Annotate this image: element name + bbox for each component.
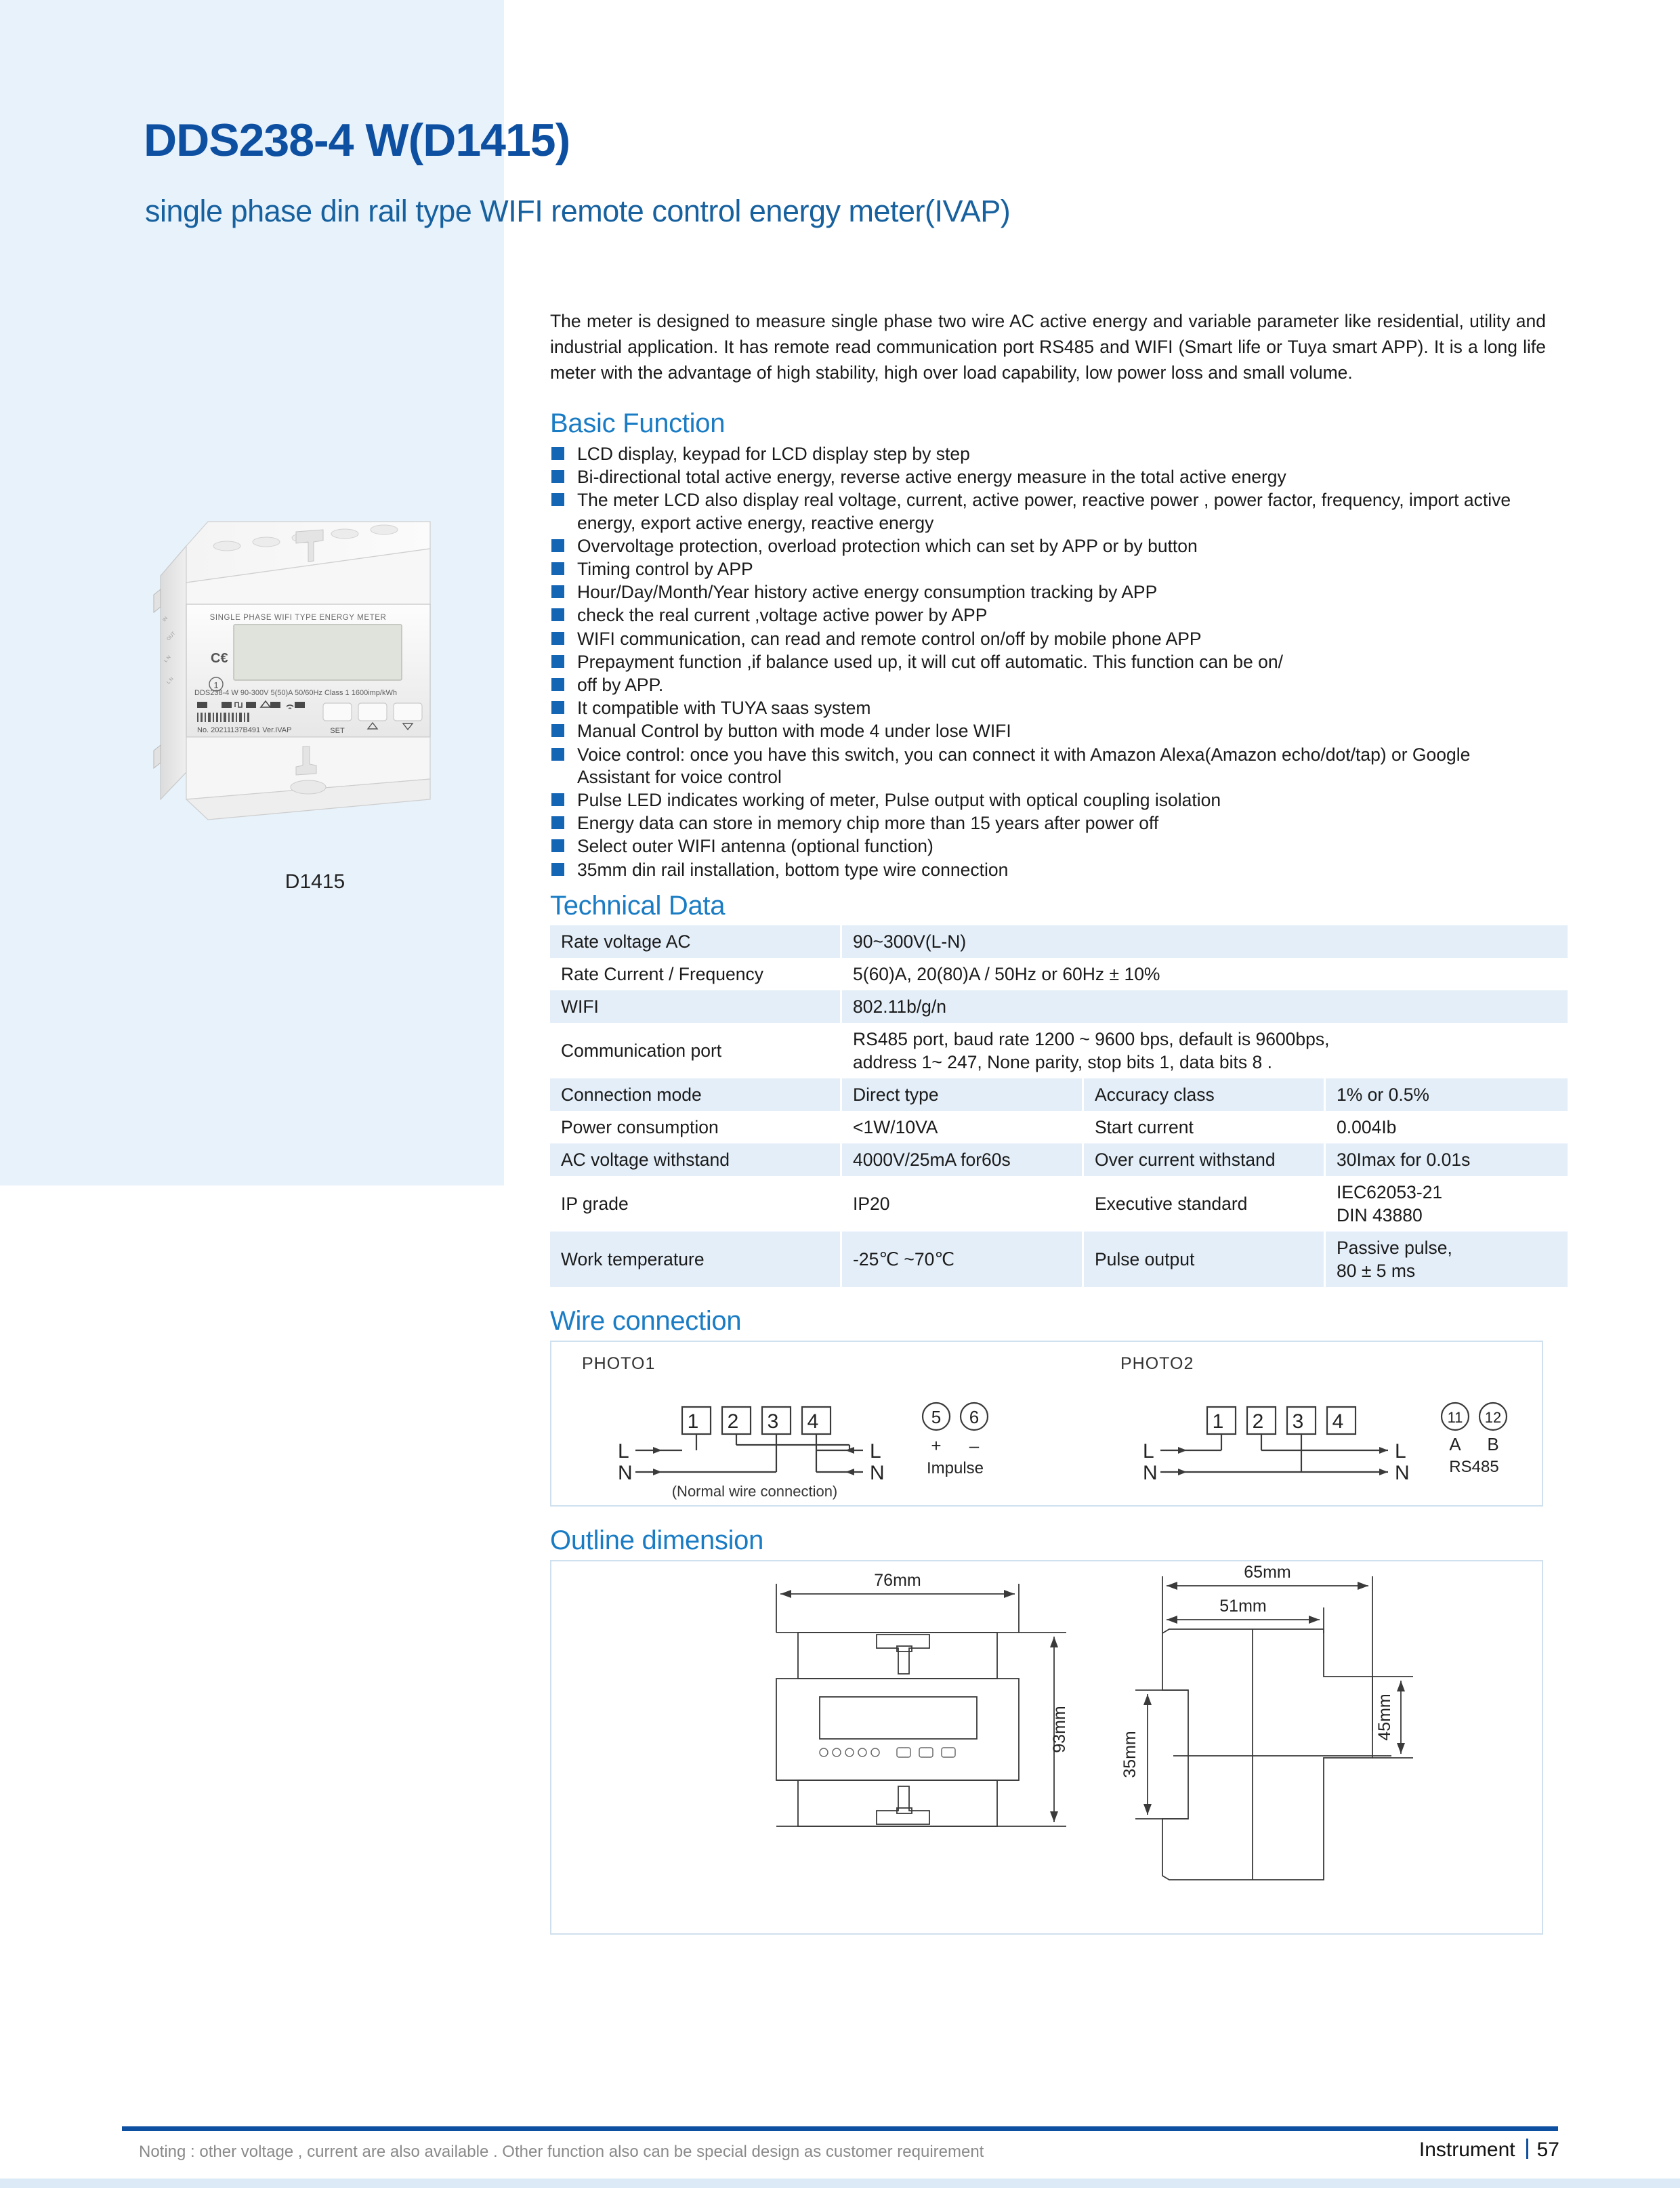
bullet-square-icon — [551, 748, 564, 761]
feature-item — [550, 651, 1546, 673]
feature-label: 35mm din rail installation, bottom type wire connection — [577, 859, 1009, 880]
bullet-square-icon — [551, 839, 564, 852]
table-cell: AC voltage withstand — [550, 1143, 842, 1176]
front-width-label: 76mm — [874, 1570, 921, 1590]
feature-label: Energy data can store in memory chip more than 15 years after power off — [577, 813, 1159, 834]
bullet-square-icon — [551, 447, 564, 460]
svg-text:3: 3 — [767, 1410, 779, 1433]
footer-divider — [122, 2126, 1558, 2131]
table-row — [550, 1078, 1568, 1111]
product-caption: D1415 — [285, 870, 345, 893]
svg-text:OUT: OUT — [166, 631, 177, 642]
table-cell: IEC62053-21 DIN 43880 — [1326, 1176, 1568, 1232]
section-heading-outline-dimension: Outline dimension — [550, 1525, 764, 1555]
basic-function-list — [550, 443, 1546, 881]
table-cell: Accuracy class — [1084, 1078, 1326, 1111]
ce-mark-icon: C€ — [211, 651, 228, 666]
feature-item — [550, 697, 1546, 719]
svg-text:12: 12 — [1484, 1408, 1502, 1426]
section-heading-basic-function: Basic Function — [550, 408, 726, 438]
photo1-caption: (Normal wire connection) — [671, 1482, 838, 1500]
side-left-height-label: 35mm — [1120, 1731, 1139, 1778]
feature-item — [550, 859, 1546, 881]
svg-text:L N: L N — [166, 676, 175, 686]
svg-text:1: 1 — [687, 1410, 699, 1433]
footer-page-number: 57 — [1536, 2139, 1559, 2161]
feature-label: off by APP. — [577, 675, 664, 696]
feature-label: The meter LCD also display real voltage, current, active power, reactive power , power factor, frequency, import active energy, export active energy, reactive energy — [577, 490, 1511, 533]
footer-brand: Instrument — [1419, 2139, 1515, 2161]
feature-item — [550, 628, 1546, 650]
table-cell: Over current withstand — [1084, 1143, 1326, 1176]
bullet-square-icon — [551, 655, 564, 668]
svg-text:3: 3 — [1292, 1410, 1304, 1433]
side-right-height-label: 45mm — [1375, 1693, 1394, 1741]
table-cell: IP grade — [550, 1176, 842, 1232]
feature-item — [550, 835, 1546, 858]
bullet-square-icon — [551, 585, 564, 598]
meter-top-label: SINGLE PHASE WIFI TYPE ENERGY METER — [209, 614, 387, 622]
svg-text:N: N — [870, 1461, 885, 1484]
photo1-circuit — [635, 1407, 863, 1472]
feature-label: WIFI communication, can read and remote control on/off by mobile phone APP — [577, 628, 1202, 649]
table-cell: Power consumption — [550, 1111, 842, 1143]
feature-item — [550, 581, 1546, 604]
bullet-square-icon — [551, 470, 564, 483]
bullet-square-icon — [551, 863, 564, 876]
svg-text:N: N — [1395, 1461, 1410, 1484]
feature-label: Hour/Day/Month/Year history active energy consumption tracking by APP — [577, 582, 1158, 603]
table-cell: Rate voltage AC — [550, 925, 842, 958]
svg-text:2: 2 — [1252, 1410, 1264, 1433]
svg-text:L: L — [1395, 1439, 1406, 1463]
feature-item — [550, 604, 1546, 627]
section-heading-wire-connection: Wire connection — [550, 1305, 742, 1336]
table-cell: Work temperature — [550, 1232, 842, 1287]
side-width-label: 65mm — [1244, 1562, 1291, 1582]
bullet-square-icon — [551, 493, 564, 506]
svg-text:Impulse: Impulse — [926, 1458, 984, 1477]
feature-label: Manual Control by button with mode 4 under lose WIFI — [577, 721, 1011, 742]
photo1-title: PHOTO1 — [582, 1353, 656, 1373]
side-view-arrowheads — [1143, 1582, 1405, 1815]
svg-text:RS485: RS485 — [1449, 1457, 1499, 1476]
feature-item — [550, 489, 1546, 534]
svg-text:IN: IN — [162, 616, 169, 623]
svg-text:1: 1 — [213, 680, 219, 690]
svg-text:B: B — [1487, 1433, 1499, 1454]
footer-note: Noting : other voltage , current are also available . Other function also can be special design as customer requirement — [139, 2143, 984, 2161]
table-cell: 1% or 0.5% — [1326, 1078, 1568, 1111]
table-cell: Executive standard — [1084, 1176, 1326, 1232]
svg-text:11: 11 — [1447, 1408, 1463, 1426]
photo2-arrows — [1178, 1447, 1388, 1475]
feature-item — [550, 789, 1546, 812]
meter-spec-label: DDS238-4 W 90-300V 5(50)A 50/60Hz Class 1 1600imp/kWh — [194, 689, 397, 697]
feature-label: LCD display, keypad for LCD display step by step — [577, 444, 970, 464]
front-view-indicators — [820, 1748, 955, 1757]
bullet-square-icon — [551, 816, 564, 829]
feature-item — [550, 535, 1546, 557]
side-inner-width-label: 51mm — [1219, 1596, 1267, 1616]
table-cell: <1W/10VA — [842, 1111, 1084, 1143]
table-cell: WIFI — [550, 990, 842, 1023]
feature-item — [550, 443, 1546, 465]
product-photo — [146, 481, 484, 860]
footer-bottom-bar — [0, 2179, 1680, 2188]
svg-text:SET: SET — [330, 727, 345, 735]
table-cell: Start current — [1084, 1111, 1326, 1143]
photo2-circuit — [1160, 1407, 1388, 1472]
table-cell: Rate Current / Frequency — [550, 958, 842, 990]
feature-label: Select outer WIFI antenna (optional function) — [577, 836, 933, 857]
feature-item — [550, 466, 1546, 488]
footer-separator — [1526, 2139, 1528, 2159]
table-cell: 4000V/25mA for60s — [842, 1143, 1084, 1176]
meter-serial-label: No. 20211137B491 Ver.IVAP — [197, 726, 292, 734]
table-cell: Pulse output — [1084, 1232, 1326, 1287]
table-cell: RS485 port, baud rate 1200 ~ 9600 bps, default is 9600bps, address 1~ 247, None parity, stop bits 1, data bits 8 . — [842, 1023, 1568, 1078]
bullet-square-icon — [551, 678, 564, 691]
table-row — [550, 1176, 1568, 1232]
svg-text:A: A — [1449, 1433, 1461, 1454]
svg-text:L: L — [870, 1439, 881, 1463]
intro-paragraph: The meter is designed to measure single phase two wire AC active energy and variable parameter like residential, utility and industrial application. It has remote read communication port RS485 and WIFI (Smart life or Tuya smart APP). It is a long life meter with the advantage of high stability, high over load capability, low power loss and small volume. — [550, 311, 1546, 383]
table-cell: Passive pulse, 80 ± 5 ms — [1326, 1232, 1568, 1287]
meter-lcd-screen — [234, 625, 402, 680]
table-row — [550, 958, 1568, 990]
table-row — [550, 1143, 1568, 1176]
photo2-rs485-terminals — [1442, 1403, 1507, 1476]
page-title: DDS238-4 W(D1415) — [144, 114, 570, 166]
footer-page-info — [1419, 2139, 1559, 2162]
front-view-arrowheads — [780, 1590, 1058, 1822]
table-row — [550, 990, 1568, 1023]
content-column — [550, 308, 1546, 1935]
table-row — [550, 1111, 1568, 1143]
section-heading-technical-data: Technical Data — [550, 890, 726, 921]
svg-text:6: 6 — [969, 1406, 980, 1427]
feature-item — [550, 812, 1546, 835]
svg-text:+: + — [931, 1435, 942, 1456]
feature-label: Voice control: once you have this switch, you can connect it with Amazon Alexa(Amazon echo/dot/tap) or Google Assistant for voice control — [577, 744, 1471, 787]
page-subtitle: single phase din rail type WIFI remote control energy meter(IVAP) — [145, 194, 1011, 228]
table-cell: 5(60)A, 20(80)A / 50Hz or 60Hz ± 10% — [842, 958, 1568, 990]
feature-label: It compatible with TUYA saas system — [577, 698, 871, 719]
table-cell: -25℃ ~70℃ — [842, 1232, 1084, 1287]
svg-text:–: – — [969, 1435, 980, 1456]
feature-item — [550, 720, 1546, 742]
outline-dimension-diagram — [550, 1560, 1543, 1935]
table-cell: Communication port — [550, 1023, 842, 1078]
bullet-square-icon — [551, 562, 564, 575]
bullet-square-icon — [551, 793, 564, 806]
table-cell: Direct type — [842, 1078, 1084, 1111]
table-cell: IP20 — [842, 1176, 1084, 1232]
feature-item — [550, 558, 1546, 581]
svg-text:N: N — [618, 1461, 633, 1484]
svg-text:L: L — [618, 1439, 629, 1463]
table-cell: Connection mode — [550, 1078, 842, 1111]
table-row — [550, 1232, 1568, 1287]
photo1-arrows — [653, 1447, 854, 1475]
feature-item — [550, 744, 1546, 788]
table-cell: 30Imax for 0.01s — [1326, 1143, 1568, 1176]
table-cell: 0.004Ib — [1326, 1111, 1568, 1143]
bullet-square-icon — [551, 608, 564, 621]
svg-text:4: 4 — [1332, 1410, 1344, 1433]
feature-label: Prepayment function ,if balance used up, it will cut off automatic. This function can be on/ — [577, 651, 1283, 672]
bullet-square-icon — [551, 539, 564, 552]
photo1-impulse-terminals — [923, 1403, 988, 1477]
svg-text:4: 4 — [807, 1410, 819, 1433]
svg-text:L: L — [1143, 1439, 1154, 1463]
front-height-label: 93mm — [1050, 1706, 1069, 1753]
table-cell: 802.11b/g/n — [842, 990, 1568, 1023]
front-view-outline — [776, 1584, 1066, 1826]
bullet-square-icon — [551, 701, 564, 714]
svg-text:L N: L N — [163, 654, 172, 664]
feature-label: Overvoltage protection, overload protection which can set by APP or by button — [577, 535, 1198, 556]
feature-item — [550, 674, 1546, 696]
photo2-title: PHOTO2 — [1120, 1353, 1194, 1373]
svg-text:5: 5 — [931, 1406, 942, 1427]
svg-text:N: N — [1143, 1461, 1158, 1484]
table-cell: 90~300V(L-N) — [842, 925, 1568, 958]
table-row — [550, 1023, 1568, 1078]
table-row — [550, 925, 1568, 958]
feature-label: Bi-directional total active energy, reverse active energy measure in the total active energy — [577, 467, 1286, 488]
svg-text:2: 2 — [727, 1410, 739, 1433]
svg-text:1: 1 — [1212, 1410, 1224, 1433]
bullet-square-icon — [551, 632, 564, 645]
feature-label: Pulse LED indicates working of meter, Pulse output with optical coupling isolation — [577, 790, 1221, 811]
bullet-square-icon — [551, 724, 564, 737]
feature-label: check the real current ,voltage active power by APP — [577, 605, 988, 626]
technical-data-table — [550, 925, 1568, 1287]
feature-label: Timing control by APP — [577, 559, 753, 580]
wire-connection-diagram — [550, 1341, 1543, 1507]
